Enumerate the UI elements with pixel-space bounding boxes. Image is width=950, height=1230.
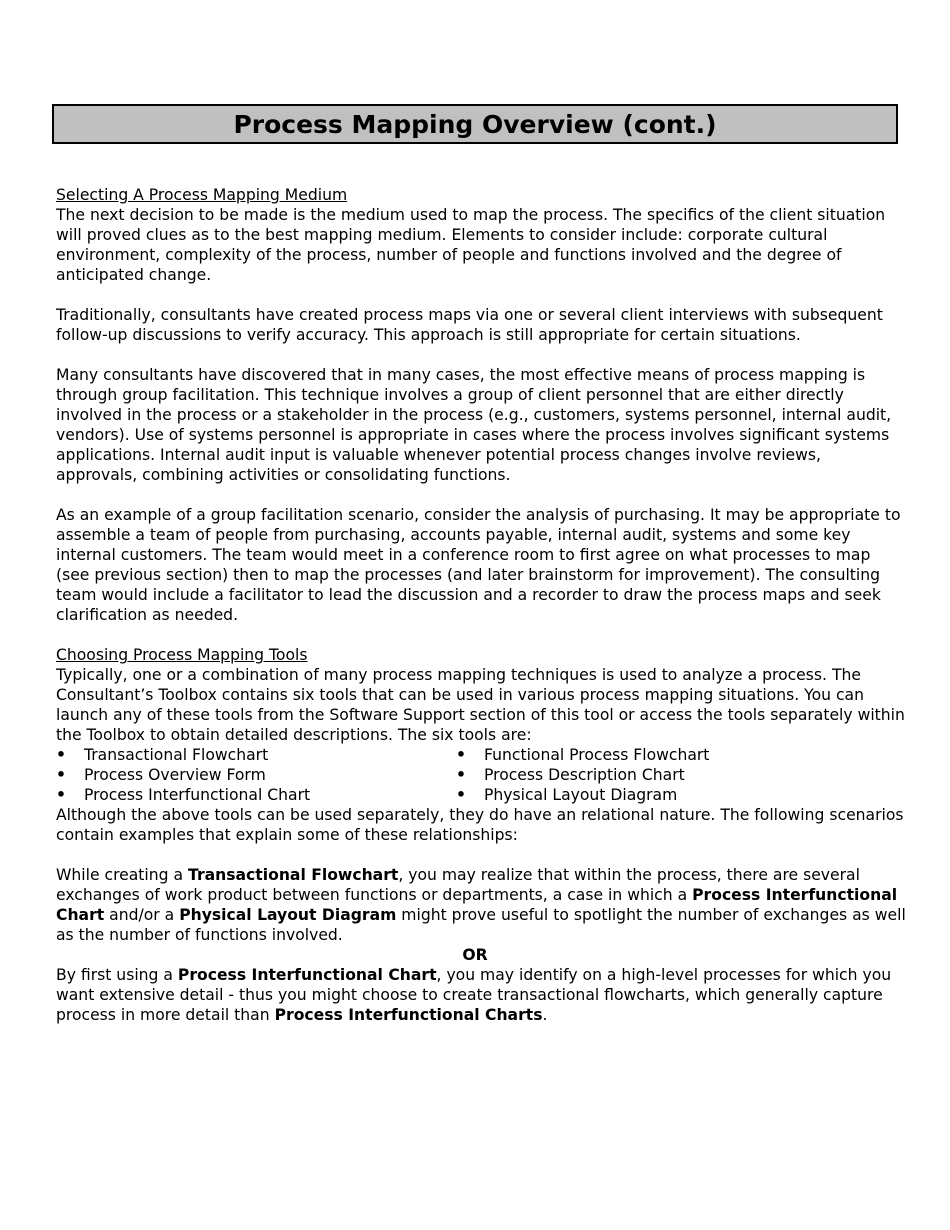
paragraph-traditional: Traditionally, consultants have created process maps via one or several client interviews with subsequent follow-up discussions to verify accuracy. This approach is still appropriate for certain situations. — [56, 306, 883, 344]
list-item: • Functional Process Flowchart — [456, 745, 856, 765]
paragraph-tools-intro: Typically, one or a combination of many process mapping techniques is used to analyze a process. The Consultant’s Toolbox contains six tools that can be used in various process mapping situations. You can launch any of these tools from the Software Support section of this tool or access the tools separately within the Toolbox to obtain detailed descriptions. The six tools are: — [56, 666, 905, 744]
paragraph-example-scenario: As an example of a group facilitation scenario, consider the analysis of purchasing. It may be appropriate to assemble a team of people from purchasing, accounts payable, internal audit, systems and some key internal customers. The team would meet in a conference room to first agree on what processes to map (see previous section) then to map the processes (and later brainstorm for improvement). The consulting team would include a facilitator to lead the discussion and a recorder to draw the process maps and seek clarification as needed. — [56, 506, 901, 624]
paragraph-medium-intro: The next decision to be made is the medium used to map the process. The specifics of the client situation will proved clues as to the best mapping medium. Elements to consider include: corporate cultural environment, complexity of the process, number of people and functions involved and the degree of anticipated change. — [56, 206, 886, 284]
section-heading-medium: Selecting A Process Mapping Medium — [56, 186, 348, 204]
list-item: • Transactional Flowchart — [56, 745, 456, 765]
or-separator: OR — [462, 946, 488, 964]
list-item: • Process Description Chart — [456, 765, 856, 785]
section-heading-tools: Choosing Process Mapping Tools — [56, 646, 308, 664]
list-item: • Process Overview Form — [56, 765, 456, 785]
paragraph-scenario-2: By first using a Process Interfunctional Chart, you may identify on a high-level processes for which you want extensive detail - thus you might choose to create transactional flowcharts, which generally capture process in more detail than Process Interfunctional Charts. — [56, 966, 892, 1024]
paragraph-group-facilitation: Many consultants have discovered that in many cases, the most effective means of process mapping is through group facilitation. This technique involves a group of client personnel that are either directly involved in the process or a stakeholder in the process (e.g., customers, systems personnel, internal audit, vendors). Use of systems personnel is appropriate in cases where the process involves significant systems applications. Internal audit input is valuable whenever potential process changes involve reviews, approvals, combining activities or consolidating functions. — [56, 366, 892, 484]
page-title: Process Mapping Overview (cont.) — [233, 109, 717, 139]
paragraph-scenario-1: While creating a Transactional Flowchart, you may realize that within the process, there are several exchanges of work product between functions or departments, a case in which a Process Interfunctional Chart and/or a Physical Layout Diagram might prove useful to spotlight the number of exchanges as well as the number of functions involved. — [56, 866, 906, 944]
paragraph-relational: Although the above tools can be used separately, they do have an relational nature. The following scenarios contain examples that explain some of these relationships: — [56, 806, 904, 844]
tools-list — [56, 745, 906, 805]
list-item: • Physical Layout Diagram — [456, 785, 856, 805]
document-body — [56, 185, 906, 1025]
title-box — [52, 104, 898, 144]
list-item: • Process Interfunctional Chart — [56, 785, 456, 805]
